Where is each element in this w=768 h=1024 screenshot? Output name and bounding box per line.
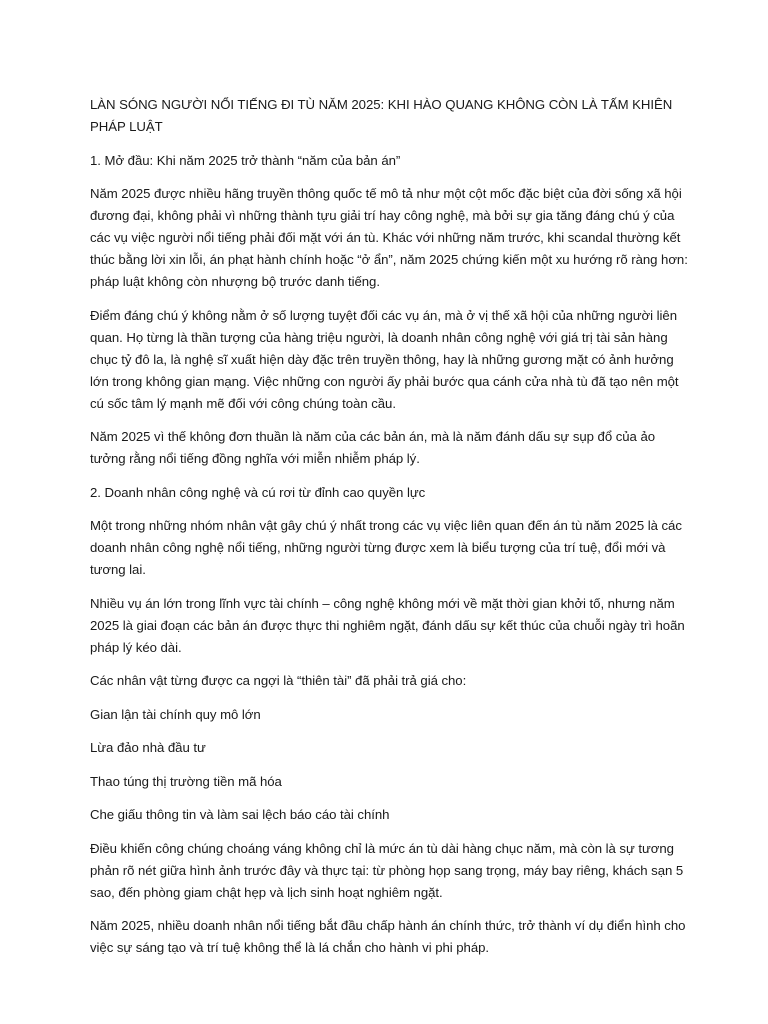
list-item: Thao túng thị trường tiền mã hóa xyxy=(90,773,282,789)
document-page xyxy=(90,94,690,971)
paragraph: Năm 2025 được nhiều hãng truyền thông quốc tế mô tả như một cột mốc đặc biệt của đời sống xã hội đương đại, không phải vì những thành tựu giải trí hay công nghệ, mà bởi sự gia tăng đáng chú ý của các vụ việc người nổi tiếng phải đối mặt với án tù. Khác với những năm trước, khi scandal thường kết thúc bằng lời xin lỗi, án phạt hành chính hoặc “ở ẩn”, năm 2025 chứng kiến một xu hướng rõ ràng hơn: pháp luật không còn nhượng bộ trước danh tiếng. xyxy=(90,186,688,289)
paragraph: Điểm đáng chú ý không nằm ở số lượng tuyệt đối các vụ án, mà ở vị thế xã hội của những người liên quan. Họ từng là thần tượng của hàng triệu người, là doanh nhân công nghệ với giá trị tài sản hàng chục tỷ đô la, là nghệ sĩ xuất hiện dày đặc trên truyền thông, hay là những gương mặt có ảnh hưởng lớn trong không gian mạng. Việc những con người ấy phải bước qua cánh cửa nhà tù đã tạo nên một cú sốc tâm lý mạnh mẽ đối với công chúng toàn cầu. xyxy=(90,307,679,411)
paragraph: Nhiều vụ án lớn trong lĩnh vực tài chính – công nghệ không mới về mặt thời gian khởi tố, nhưng năm 2025 là giai đoạn các bản án được thực thi nghiêm ngặt, đánh dấu sự kết thúc của chuỗi ngày trì hoãn pháp lý kéo dài. xyxy=(90,595,685,655)
document-title: LÀN SÓNG NGƯỜI NỔI TIẾNG ĐI TÙ NĂM 2025: KHI HÀO QUANG KHÔNG CÒN LÀ TẤM KHIÊN PHÁP LUẬT xyxy=(90,97,673,134)
paragraph: Các nhân vật từng được ca ngợi là “thiên tài” đã phải trả giá cho: xyxy=(90,673,467,688)
section-heading-tech-entrepreneurs: 2. Doanh nhân công nghệ và cú rơi từ đỉnh cao quyền lực xyxy=(90,484,426,500)
list-item: Lừa đảo nhà đầu tư xyxy=(90,740,206,755)
paragraph: Một trong những nhóm nhân vật gây chú ý nhất trong các vụ việc liên quan đến án tù năm 2025 là các doanh nhân công nghệ nổi tiếng, những người từng được xem là biểu tượng của trí tuệ, đổi mới và tương lai. xyxy=(90,518,682,577)
paragraph: Năm 2025 vì thế không đơn thuần là năm của các bản án, mà là năm đánh dấu sự sụp đổ của ảo tưởng rằng nổi tiếng đồng nghĩa với miễn nhiễm pháp lý. xyxy=(90,429,656,466)
list-item: Gian lận tài chính quy mô lớn xyxy=(90,706,261,722)
paragraph: Điều khiến công chúng choáng váng không chỉ là mức án tù dài hàng chục năm, mà còn là sự tương phản rõ nét giữa hình ảnh trước đây và thực tại: từ phòng họp sang trọng, máy bay riêng, khách sạn 5 sao, đến phòng giam chật hẹp và lịch sinh hoạt nghiêm ngặt. xyxy=(90,840,684,900)
section-heading-intro: 1. Mở đầu: Khi năm 2025 trở thành “năm của bản án” xyxy=(90,152,401,168)
list-item: Che giấu thông tin và làm sai lệch báo cáo tài chính xyxy=(90,807,390,822)
paragraph: Năm 2025, nhiều doanh nhân nổi tiếng bắt đầu chấp hành án chính thức, trở thành ví dụ điển hình cho việc sự sáng tạo và trí tuệ không thể là lá chắn cho hành vi phi pháp. xyxy=(90,918,686,955)
